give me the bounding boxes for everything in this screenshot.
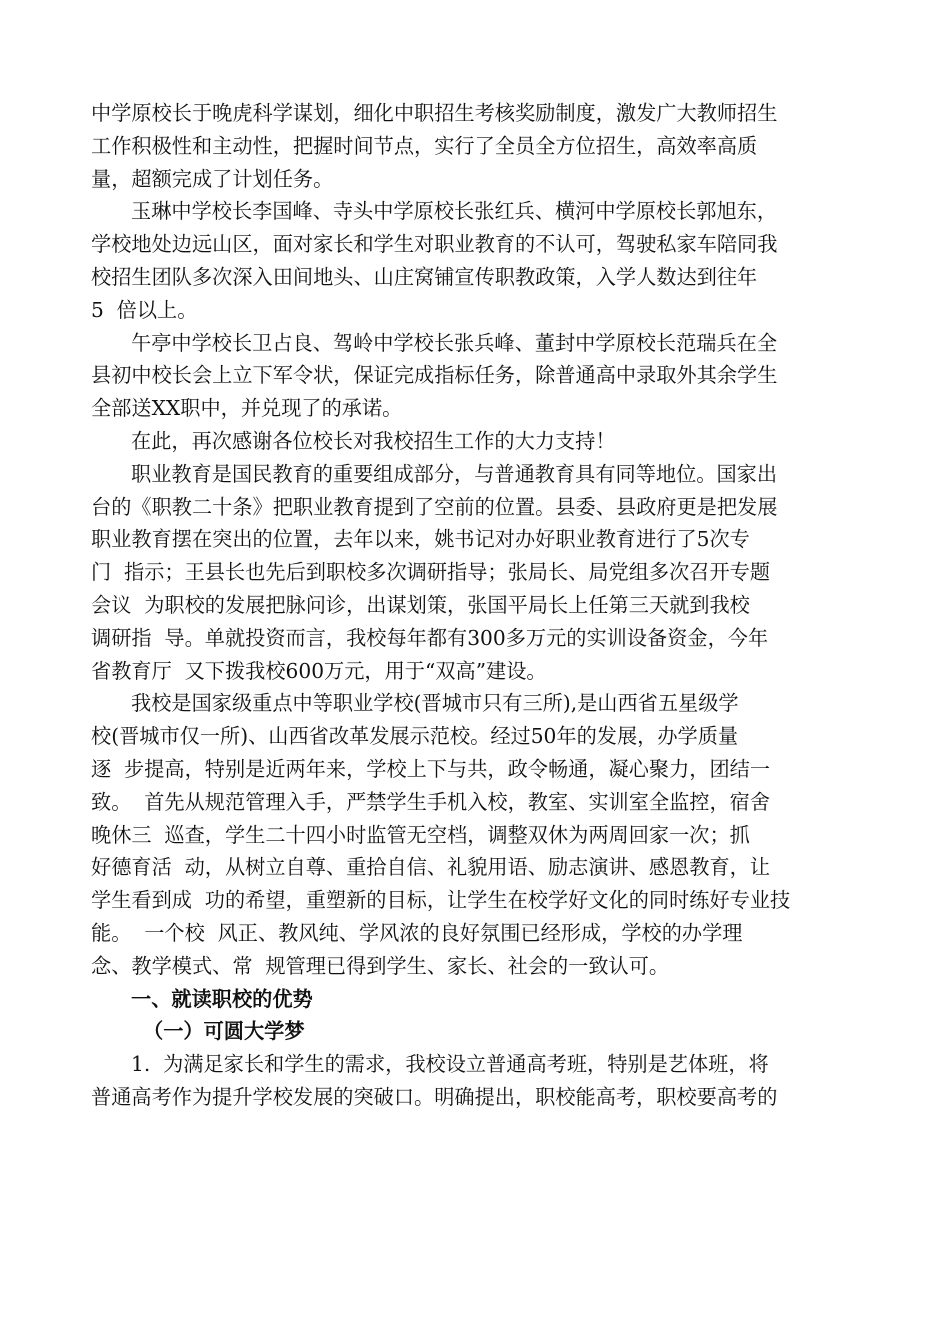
text-line: 午亭中学校长卫占良、驾岭中学校长张兵峰、董封中学原校长范瑞兵在全 — [131, 330, 778, 355]
text-line: 逐 步提高，特别是近两年来，学校上下与共，政令畅通，凝心聚力，团结一 — [91, 756, 771, 781]
section-heading: 一、就读职校的优势 — [131, 986, 313, 1011]
text-line: 致。 首先从规范管理入手，严禁学生手机入校，教室、实训室全监控，宿舍 — [91, 789, 771, 814]
text-line: 晚休三 巡查，学生二十四小时监管无空档，调整双休为两周回家一次；抓 — [91, 822, 750, 847]
text-line: 调研指 导。单就投资而言，我校每年都有300多万元的实训设备资金，今年 — [91, 625, 769, 650]
text-line: 好德育活 动，从树立自尊、重拾自信、礼貌用语、励志演讲、感恩教育，让 — [91, 855, 771, 880]
text-line: 量，超额完成了计划任务。 — [91, 166, 334, 191]
paragraph-thanks — [91, 425, 871, 458]
text-line: 普通高考作为提升学校发展的突破口。明确提出，职校能高考，职校要高考的 — [91, 1084, 778, 1109]
text-line: 能。 一个校 风正、教风纯、学风浓的良好氛围已经形成，学校的办学理 — [91, 920, 743, 945]
paragraph-military-pledge — [91, 327, 871, 425]
text-line: 校招生团队多次深入田间地头、山庄窝铺宣传职教政策，入学人数达到往年 — [91, 264, 758, 289]
paragraph-school-profile — [91, 687, 871, 982]
document-page — [91, 97, 871, 1114]
text-line: 5 倍以上。 — [91, 297, 198, 322]
text-line: 职业教育是国民教育的重要组成部分，与普通教育具有同等地位。国家出 — [131, 461, 778, 486]
text-line: 校(晋城市仅一所)、山西省改革发展示范校。经过50年的发展，办学质量 — [91, 724, 739, 749]
text-line: 玉琳中学校长李国峰、寺头中学原校长张红兵、横河中学原校长郭旭东， — [131, 199, 778, 224]
text-line: 在此，再次感谢各位校长对我校招生工作的大力支持！ — [131, 428, 616, 453]
text-line: 省教育厅 又下拨我校600万元，用于“双高”建设。 — [91, 658, 547, 683]
text-line: 中学原校长于晚虎科学谋划，细化中职招生考核奖励制度，激发广大教师招生 — [91, 101, 778, 125]
paragraph-college-entrance — [91, 1048, 871, 1114]
text-line: 学生看到成 功的希望，重塑新的目标，让学生在校学好文化的同时练好专业技 — [91, 888, 791, 913]
text-line: 全部送XX职中，并兑现了的承诺。 — [91, 396, 403, 421]
text-line: 我校是国家级重点中等职业学校(晋城市只有三所),是山西省五星级学 — [131, 691, 739, 716]
paragraph-vocational-education — [91, 458, 871, 688]
text-line: 门 指示；王县长也先后到职校多次调研指导；张局长、局党组多次召开专题 — [91, 560, 771, 585]
text-line: 会议 为职校的发展把脉问诊，出谋划策，张国平局长上任第三天就到我校 — [91, 592, 750, 617]
paragraph-mountain-schools — [91, 195, 871, 326]
subsection-heading: （一）可圆大学梦 — [143, 1019, 305, 1044]
text-line: 工作积极性和主动性，把握时间节点，实行了全员全方位招生，高效率高质 — [91, 133, 758, 158]
text-line: 念、教学模式、常 规管理已得到学生、家长、社会的一致认可。 — [91, 953, 670, 978]
text-line: 1. 为满足家长和学生的需求，我校设立普通高考班，特别是艺体班，将 — [131, 1052, 769, 1077]
text-line: 职业教育摆在突出的位置，去年以来，姚书记对办好职业教育进行了5次专 — [91, 527, 750, 552]
text-line: 台的《职教二十条》把职业教育提到了空前的位置。县委、县政府更是把发展 — [91, 494, 778, 519]
text-line: 县初中校长会上立下军令状，保证完成指标任务，除普通高中录取外其余学生 — [91, 363, 778, 388]
paragraph-principal-planning — [91, 97, 871, 195]
text-line: 学校地处边远山区，面对家长和学生对职业教育的不认可，驾驶私家车陪同我 — [91, 232, 778, 257]
